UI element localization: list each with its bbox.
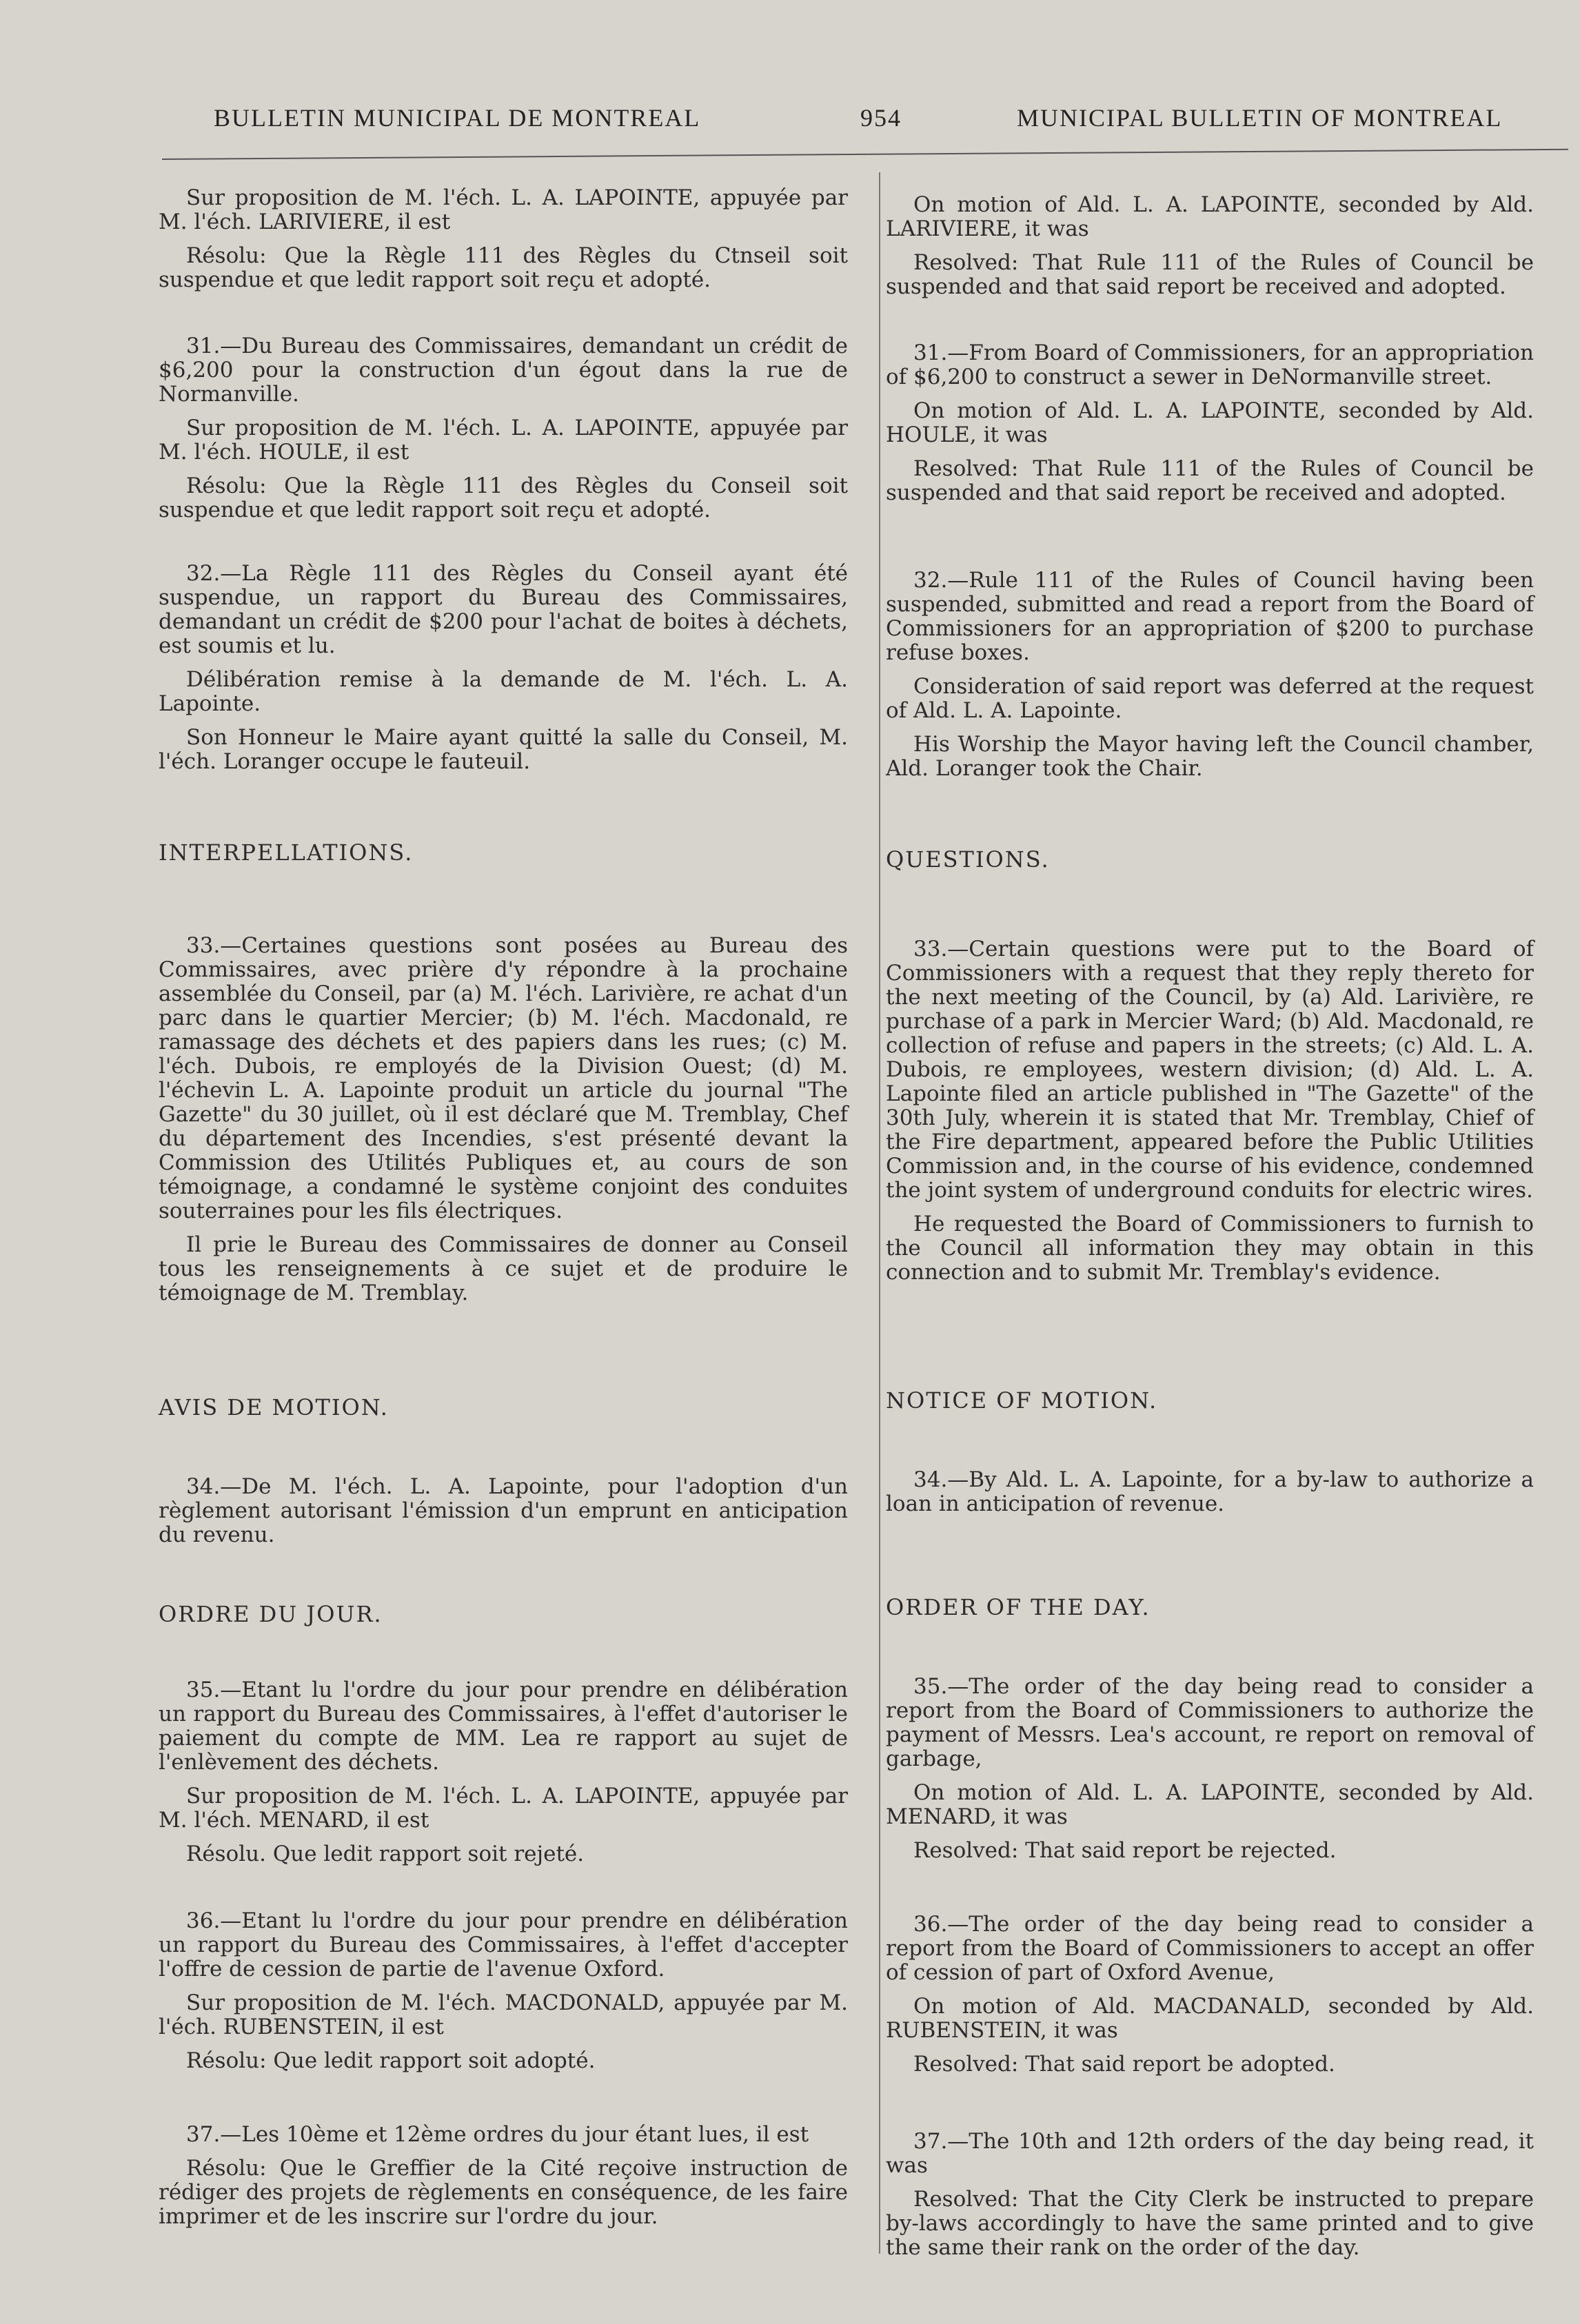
paragraph: Resolved: That Rule 111 of the Rules of Council be suspended and that said report be received and adopted. — [886, 250, 1534, 299]
paragraph: Résolu: Que la Règle 111 des Règles du Ctnseil soit suspendue et que ledit rapport soit reçu et adopté. — [159, 243, 848, 292]
paragraph: Résolu: Que ledit rapport soit adopté. — [186, 2048, 596, 2073]
paragraph: 34.—By Ald. L. A. Lapointe, for a by-law to authorize a loan in anticipation of revenue. — [886, 1467, 1534, 1516]
paragraph: Il prie le Bureau des Commissaires de donner au Conseil tous les renseignements à ce sujet et de produire le témoignage de M. Tremblay. — [159, 1232, 848, 1305]
paragraph: Sur proposition de M. l'éch. L. A. LAPOINTE, appuyée par M. l'éch. LARIVIERE, il est — [159, 185, 848, 234]
paragraph: Sur proposition de M. l'éch. MACDONALD, appuyée par M. l'éch. RUBENSTEIN, il est — [159, 1990, 848, 2039]
paragraph: His Worship the Mayor having left the Council chamber, Ald. Loranger took the Chair. — [886, 732, 1534, 781]
paragraph: 34.—De M. l'éch. L. A. Lapointe, pour l'adoption d'un règlement autorisant l'émission d'un emprunt en anticipation du revenu. — [159, 1474, 848, 1547]
column-divider — [879, 172, 880, 2254]
paragraph: 37.—The 10th and 12th orders of the day being read, it was — [886, 2129, 1534, 2178]
paragraph: 31.—Du Bureau des Commissaires, demandant un crédit de $6,200 pour la construction d'un égout dans la rue de Normanville. — [159, 334, 848, 407]
paragraph: 32.—Rule 111 of the Rules of Council having been suspended, submitted and read a report from the Board of Commissioners for an appropriation of $200 to purchase refuse boxes. — [886, 568, 1534, 665]
section-heading: INTERPELLATIONS. — [159, 839, 414, 866]
paragraph: Résolu: Que la Règle 111 des Règles du Conseil soit suspendue et que ledit rapport soit reçu et adopté. — [159, 473, 848, 522]
paragraph: 35.—Etant lu l'ordre du jour pour prendre en délibération un rapport du Bureau des Commissaires, à l'effet d'autoriser le paiement du compte de MM. Lea re rapport au sujet de l'enlèvement des déchets. — [159, 1678, 848, 1775]
paragraph: Son Honneur le Maire ayant quitté la salle du Conseil, M. l'éch. Loranger occupe le fauteuil. — [159, 725, 848, 774]
paragraph: On motion of Ald. L. A. LAPOINTE, seconded by Ald. MENARD, it was — [886, 1780, 1534, 1829]
paragraph: 32.—La Règle 111 des Règles du Conseil ayant été suspendue, un rapport du Bureau des Commissaires, demandant un crédit de $200 pour l'achat de boites à déchets, est soumis et lu. — [159, 561, 848, 658]
paragraph: Resolved: That Rule 111 of the Rules of Council be suspended and that said report be received and adopted. — [886, 456, 1534, 505]
paragraph: 33.—Certaines questions sont posées au Bureau des Commissaires, avec prière d'y répondre à la prochaine assemblée du Conseil, par (a) M. l'éch. Larivière, re achat d'un parc dans le quartier Mercier; (b) M. l'éch. Macdonald, re ramassage des déchets et des papiers dans les rues; (c) M. l'éch. Dubois, re employés de la Division Ouest; (d) M. l'échevin L. A. Lapointe produit un article du journal "The Gazette" du 30 juillet, où il est déclaré que M. Tremblay, Chef du département des Incendies, s'est présenté devant la Commission des Utilités Publiques et, au cours de son témoignage, a condamné le système conjoint des conduites souterraines pour les fils électriques. — [159, 933, 848, 1223]
header-title-english: MUNICIPAL BULLETIN OF MONTREAL — [1017, 104, 1503, 132]
paragraph: 31.—From Board of Commissioners, for an appropriation of $6,200 to construct a sewer in DeNormanville street. — [886, 340, 1534, 389]
paragraph: 37.—Les 10ème et 12ème ordres du jour étant lues, il est — [186, 2122, 809, 2147]
section-heading: ORDER OF THE DAY. — [886, 1594, 1151, 1620]
paragraph: Resolved: That the City Clerk be instructed to prepare by-laws accordingly to have the same printed and to give the same their rank on the order of the day. — [886, 2187, 1534, 2260]
paragraph: Délibération remise à la demande de M. l'éch. L. A. Lapointe. — [159, 667, 848, 716]
paragraph: 33.—Certain questions were put to the Board of Commissioners with a request that they reply thereto for the next meeting of the Council, by (a) Ald. Larivière, re purchase of a park in Mercier Ward; (b) Ald. Macdonald, re collection of refuse and papers in the streets; (c) Ald. L. A. Dubois, re employees, western division; (d) Ald. L. A. Lapointe filed an article published in "The Gazette" of the 30th July, wherein it is stated that Mr. Tremblay, Chief of the Fire department, appeared before the Public Utilities Commission and, in the course of his evidence, condemned the joint system of underground conduits for electric wires. — [886, 937, 1534, 1203]
paragraph: Sur proposition de M. l'éch. L. A. LAPOINTE, appuyée par M. l'éch. MENARD, il est — [159, 1784, 848, 1833]
paragraph: Consideration of said report was deferred at the request of Ald. L. A. Lapointe. — [886, 674, 1534, 723]
header-rule — [162, 149, 1568, 160]
header-title-french: BULLETIN MUNICIPAL DE MONTREAL — [214, 104, 701, 132]
paragraph: 36.—Etant lu l'ordre du jour pour prendre en délibération un rapport du Bureau des Commissaires, à l'effet d'accepter l'offre de cession de partie de l'avenue Oxford. — [159, 1908, 848, 1981]
paragraph: He requested the Board of Commissioners to furnish to the Council all information they may obtain in this connection and to submit Mr. Tremblay's evidence. — [886, 1212, 1534, 1285]
section-heading: AVIS DE MOTION. — [159, 1394, 389, 1420]
paragraph: Résolu: Que le Greffier de la Cité reçoive instruction de rédiger des projets de règlements en conséquence, de les faire imprimer et de les inscrire sur l'ordre du jour. — [159, 2156, 848, 2229]
paragraph: Resolved: That said report be adopted. — [913, 2052, 1335, 2077]
paragraph: On motion of Ald. MACDANALD, seconded by Ald. RUBENSTEIN, it was — [886, 1994, 1534, 2043]
paragraph: Resolved: That said report be rejected. — [913, 1838, 1337, 1863]
page-number: 954 — [860, 104, 902, 132]
paragraph: 36.—The order of the day being read to consider a report from the Board of Commissioners to accept an offer of cession of part of Oxford Avenue, — [886, 1912, 1534, 1985]
paragraph: 35.—The order of the day being read to consider a report from the Board of Commissioners to authorize the payment of Messrs. Lea's account, re report on removal of garbage, — [886, 1674, 1534, 1771]
section-heading: NOTICE OF MOTION. — [886, 1387, 1158, 1414]
section-heading: ORDRE DU JOUR. — [159, 1601, 383, 1627]
paragraph: Sur proposition de M. l'éch. L. A. LAPOINTE, appuyée par M. l'éch. HOULE, il est — [159, 416, 848, 465]
paragraph: On motion of Ald. L. A. LAPOINTE, seconded by Ald. HOULE, it was — [886, 398, 1534, 447]
paragraph: Résolu. Que ledit rapport soit rejeté. — [186, 1842, 585, 1866]
section-heading: QUESTIONS. — [886, 846, 1050, 873]
paragraph: On motion of Ald. L. A. LAPOINTE, seconded by Ald. LARIVIERE, it was — [886, 192, 1534, 241]
